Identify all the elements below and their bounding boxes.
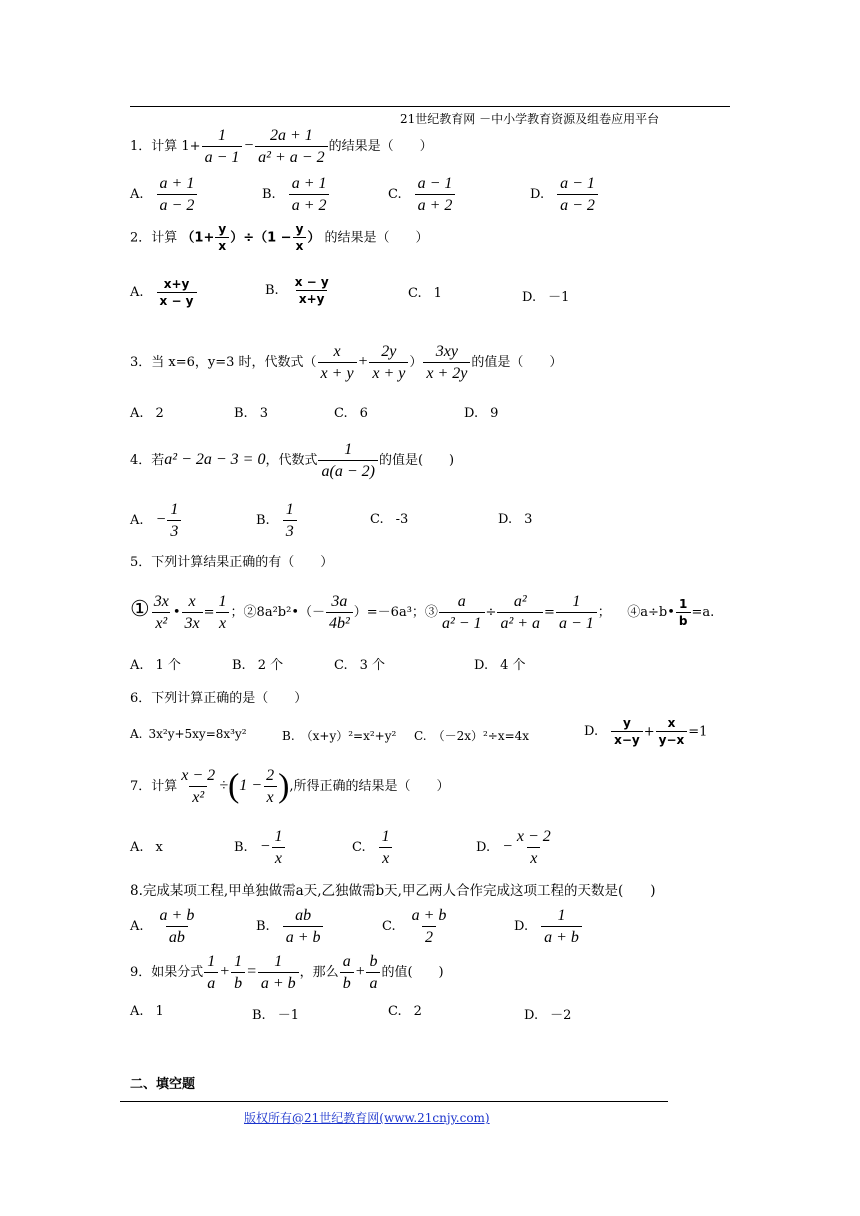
- question-5-items: [130, 592, 714, 633]
- q3-option-a: A. 2: [130, 406, 164, 421]
- q9-option-c: C. 2: [388, 1004, 422, 1019]
- q4-option-a: A. − $\frac{1}{3}$: [130, 500, 182, 541]
- q9-fraction-4: $\frac{a}{b}$: [340, 952, 354, 993]
- q9-option-a: A. 1: [130, 1004, 164, 1019]
- question-1: [130, 126, 433, 167]
- q1-suffix: 的结果是（ ）: [328, 139, 433, 155]
- q9-fraction-2: $\frac{1}{b}$: [231, 952, 245, 993]
- q7-fraction-2: $\frac{2}{x}$: [263, 766, 277, 807]
- q1-option-c: C. $\frac{a - 1}{a + 2}$: [388, 174, 456, 215]
- q5-item-1-mark: ①: [130, 596, 150, 622]
- q1-option-b: B. $\frac{a + 1}{a + 2}$: [262, 174, 330, 215]
- q5-item-1-fraction-2: $\frac{x}{3x}$: [182, 592, 203, 633]
- q8-option-d: D. $\frac{1}{a + b}$: [514, 906, 583, 947]
- q5-item-4: ④a÷b•: [627, 605, 675, 621]
- q8-option-a: A. $\frac{a + b}{ab}$: [130, 907, 195, 947]
- q4-fraction: $\frac{1}{a(a - 2)}$: [318, 440, 377, 481]
- q1-minus: −: [243, 137, 255, 155]
- q7-option-d: D. − $\frac{x - 2}{x}$: [476, 828, 551, 868]
- q9-fraction-1: $\frac{1}{a}$: [204, 952, 218, 993]
- header-text: 21世纪教育网 －中小学教育资源及组卷应用平台: [400, 112, 660, 126]
- q6-option-d: D. $\frac{y}{x-y}$ + $\frac{x}{y-x}$ =1: [584, 716, 708, 748]
- q5-option-b: B. 2 个: [232, 658, 284, 673]
- q9-option-b: B. －1: [252, 1008, 299, 1023]
- q9-eq: =: [246, 963, 257, 981]
- q5-item-1-dot: •: [172, 605, 181, 621]
- question-8-stem: 8.完成某项工程,甲单独做需a天,乙独做需b天,甲乙两人合作完成这项工程的天数是( ): [130, 883, 656, 899]
- q5-option-d: D. 4 个: [474, 658, 526, 673]
- q4-option-c: C. -3: [370, 512, 409, 527]
- question-9: [130, 952, 444, 993]
- q3-option-d: D. 9: [464, 406, 499, 421]
- q7-prefix: 7．计算: [130, 779, 178, 795]
- q5-item-1-end: ；: [230, 605, 244, 621]
- q2-paren-2: ）÷（1 −: [230, 230, 292, 246]
- q7-one-minus: 1 −: [239, 777, 263, 795]
- q5-item-2: ②8a²b²•（－: [243, 605, 325, 621]
- q9-plus-1: +: [219, 963, 231, 981]
- q5-item-3-fraction-2: $\frac{\text{a²}}{\text{a² + a}}$: [497, 592, 543, 633]
- question-5-stem: 5．下列计算结果正确的有（ ）: [130, 555, 334, 570]
- q5-option-a: A. 1 个: [130, 658, 181, 673]
- q7-fraction-1: $\frac{x - 2}{\text{x²}}$: [181, 767, 216, 807]
- q5-item-3-fraction-1: $\frac{a}{\text{a² − 1}}$: [439, 592, 485, 633]
- q4-option-d: D. 3: [498, 512, 533, 527]
- q9-mid: ，那么: [299, 965, 339, 981]
- header-rule: [130, 106, 730, 107]
- q4-option-b: B. $\frac{1}{3}$: [256, 500, 298, 541]
- q4-prefix: 4．若: [130, 453, 165, 469]
- q7-option-b: B. − $\frac{1}{x}$: [234, 827, 286, 868]
- q7-right-paren: ): [278, 767, 290, 805]
- q5-item-1-eq: =: [203, 605, 215, 621]
- q5-item-3-eq: =: [544, 605, 555, 621]
- q2-prefix: 2．计算: [130, 230, 178, 246]
- q2-paren-3: ）: [307, 230, 321, 246]
- q5-item-3-end: ；: [597, 605, 611, 621]
- q9-plus-2: +: [354, 963, 366, 981]
- q5-option-c: C. 3 个: [334, 658, 386, 673]
- q9-option-d: D. －2: [524, 1008, 572, 1023]
- q7-div: ÷: [219, 777, 228, 795]
- q9-prefix: 9．如果分式: [130, 965, 204, 981]
- q5-item-4-end: =a.: [691, 605, 715, 621]
- footer-rule: [120, 1101, 668, 1102]
- q5-item-2-fraction: $\frac{3a}{\text{4b²}}$: [326, 592, 353, 633]
- q5-item-4-fraction: $\frac{1}{b}$: [676, 597, 691, 629]
- q5-item-3-mark: ③: [424, 605, 438, 621]
- q1-fraction-1: $\frac{1}{a - 1}$: [202, 126, 243, 167]
- q6-option-a: A. 3x²y+5xy=8x³y²: [130, 727, 247, 741]
- q2-option-b: B. $\frac{x - y}{x+y}$: [265, 275, 329, 307]
- q9-fraction-5: $\frac{b}{a}$: [366, 952, 380, 993]
- q2-option-a: A. $\frac{x+y}{x - y}$: [130, 277, 198, 309]
- q7-left-paren: (: [227, 767, 240, 805]
- q4-equation: a² − 2a − 3 = 0: [164, 451, 266, 469]
- q9-fraction-3: $\frac{1}{a + b}$: [258, 952, 299, 993]
- q6-option-b: B. （x+y）²=x²+y²: [282, 729, 397, 743]
- q2-paren-1: （1+: [181, 230, 215, 246]
- q2-fraction-1: $\frac{y}{x}$: [215, 222, 229, 254]
- q5-item-2-end: ）=－6a³；: [353, 605, 425, 621]
- question-3: [130, 342, 562, 383]
- q1-prefix: 1．计算 1+: [130, 139, 201, 155]
- q5-item-3-fraction-3: $\frac{1}{a - 1}$: [556, 592, 597, 633]
- q2-option-d: D. －1: [522, 290, 570, 305]
- q3-plus: +: [357, 353, 369, 371]
- q5-item-4-fraction-wrap: [675, 596, 692, 629]
- q1-fraction-2: $\frac{2a + 1}{\text{a² + a − 2}}$: [255, 126, 327, 167]
- q4-suffix: 的值是( ): [378, 453, 455, 469]
- question-4: [130, 440, 454, 481]
- q1-option-a: A. $\frac{a + 1}{a - 2}$: [130, 174, 198, 215]
- section-2-title: 二、填空题: [130, 1077, 196, 1092]
- q3-option-b: B. 3: [234, 406, 268, 421]
- question-6-stem: 6．下列计算正确的是（ ）: [130, 691, 308, 706]
- q6-option-c: C. （－2x）²÷x=4x: [414, 729, 530, 743]
- q7-suffix: ,所得正确的结果是（ ）: [289, 779, 450, 795]
- question-2: [130, 222, 429, 254]
- q5-item-1-fraction-1: $\frac{3x}{\text{x²}}$: [153, 593, 169, 633]
- q5-item-1-fraction-3: $\frac{1}{x}$: [216, 592, 230, 633]
- question-7: [130, 766, 450, 807]
- q3-prefix: 3．当 x=6，y=3 时，代数式（: [130, 355, 317, 371]
- q8-option-c: C. $\frac{a + b}{2}$: [382, 907, 447, 947]
- q2-option-c: C. 1: [408, 286, 442, 301]
- q3-fraction-3: $\frac{3xy}{x + 2y}$: [423, 342, 470, 383]
- q2-fraction-2: $\frac{y}{x}$: [293, 222, 307, 254]
- q2-suffix: 的结果是（ ）: [324, 230, 429, 246]
- q7-option-c: C. $\frac{1}{x}$: [352, 827, 394, 868]
- q3-paren: ）: [409, 355, 423, 371]
- q3-suffix: 的值是（ ）: [471, 355, 563, 371]
- q3-fraction-1: $\frac{x}{x + y}$: [318, 342, 357, 383]
- q8-option-b: B. $\frac{ab}{a + b}$: [256, 906, 324, 947]
- q3-option-c: C. 6: [334, 406, 368, 421]
- footer-link[interactable]: 版权所有@21世纪教育网(www.21cnjy.com): [244, 1111, 490, 1125]
- q5-item-3-div: ÷: [485, 605, 497, 621]
- q1-option-d: D. $\frac{a - 1}{a - 2}$: [530, 174, 599, 215]
- q9-suffix: 的值( ): [381, 965, 444, 981]
- q3-fraction-2: $\frac{2y}{x + y}$: [369, 342, 408, 383]
- q7-option-a: A. x: [130, 840, 163, 855]
- q4-mid: ，代数式: [265, 453, 318, 469]
